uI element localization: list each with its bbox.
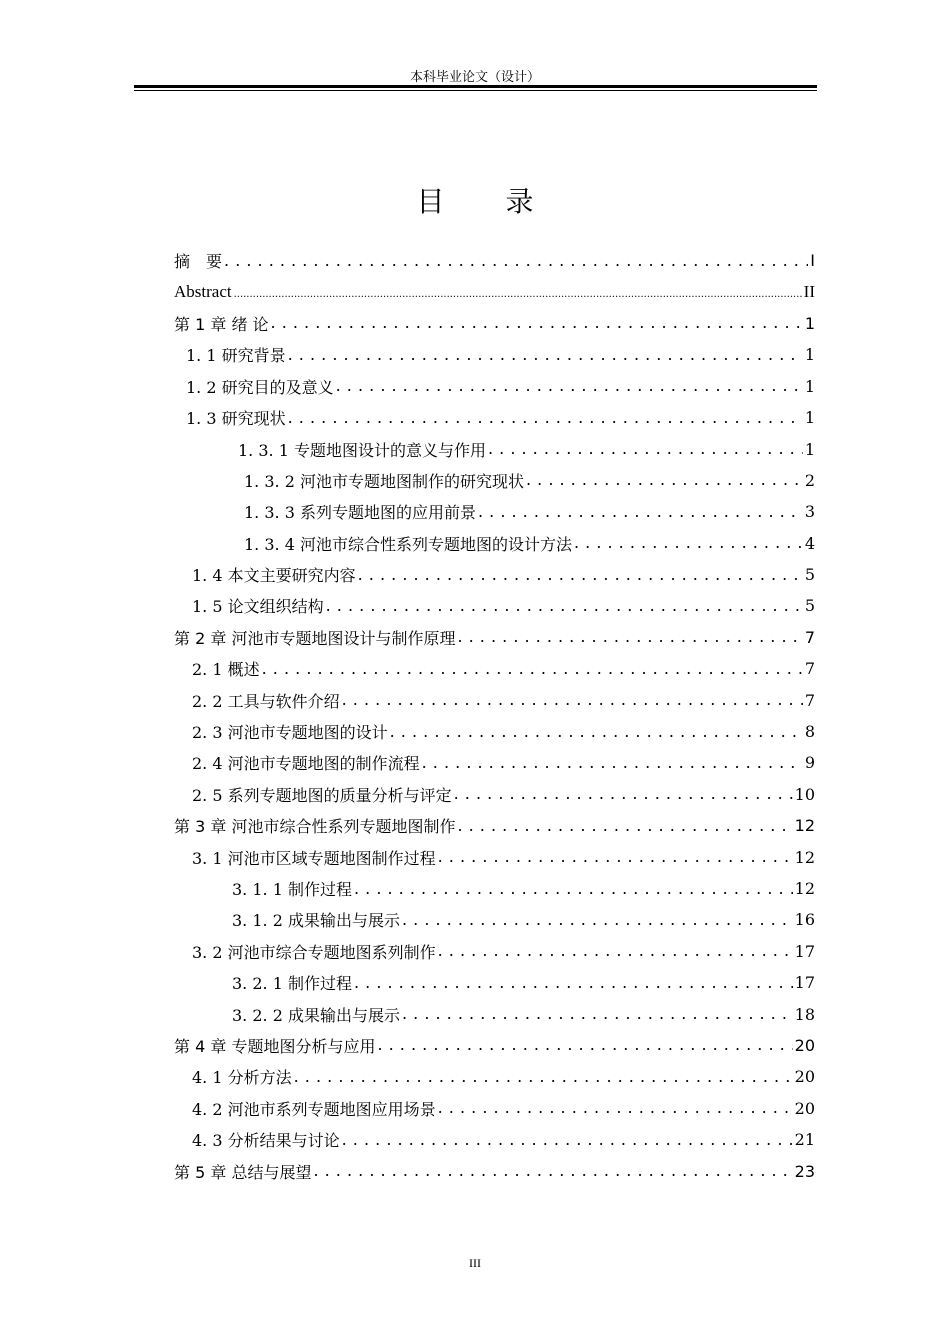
toc-entry-page: II bbox=[803, 282, 815, 302]
toc-chapter-entry[interactable] bbox=[174, 810, 815, 841]
toc-entry[interactable] bbox=[174, 339, 815, 370]
toc-entry-label: 第 2 章 河池市专题地图设计与制作原理 bbox=[174, 628, 456, 648]
toc-entry[interactable] bbox=[174, 873, 815, 904]
toc-entry[interactable] bbox=[174, 276, 815, 307]
toc-entry[interactable] bbox=[174, 1124, 815, 1155]
dot-leader bbox=[574, 535, 803, 551]
dot-leader bbox=[377, 1037, 792, 1053]
toc-entry[interactable] bbox=[174, 590, 815, 621]
toc-entry-page: 20 bbox=[794, 1098, 815, 1118]
dot-leader bbox=[526, 472, 803, 488]
toc-entry-label: 1. 4 本文主要研究内容 bbox=[192, 566, 356, 586]
toc-entry-page: 7 bbox=[804, 690, 815, 710]
header-rule-thick bbox=[134, 85, 817, 88]
toc-entry-page: 12 bbox=[794, 847, 815, 867]
toc-entry[interactable] bbox=[174, 653, 815, 684]
toc-entry[interactable] bbox=[174, 1093, 815, 1124]
toc-entry-page: 12 bbox=[794, 879, 815, 898]
toc-entry-page: 16 bbox=[794, 910, 815, 930]
page-number: III bbox=[469, 1256, 481, 1270]
toc-entry[interactable] bbox=[174, 496, 815, 527]
toc-chapter-entry[interactable] bbox=[174, 308, 815, 339]
toc-entry-label: 3. 2 河池市综合专题地图系列制作 bbox=[192, 942, 436, 962]
toc-entry[interactable] bbox=[174, 465, 815, 496]
toc-chapter-entry[interactable] bbox=[174, 1030, 815, 1061]
toc-entry-label: 3. 2. 1 制作过程 bbox=[232, 974, 352, 994]
toc-chapter-entry[interactable] bbox=[174, 622, 815, 653]
toc-entry-label: 1. 2 研究目的及意义 bbox=[186, 377, 334, 397]
toc-entry-label: 1. 3. 4 河池市综合性系列专题地图的设计方法 bbox=[244, 534, 572, 554]
dot-leader bbox=[478, 504, 803, 520]
toc-entry-label: 1. 3. 3 系列专题地图的应用前景 bbox=[244, 503, 476, 523]
toc-entry[interactable] bbox=[174, 967, 815, 998]
dot-leader bbox=[354, 881, 793, 897]
toc-entry-page: 7 bbox=[804, 659, 815, 679]
toc-entry[interactable] bbox=[174, 841, 815, 872]
header-rule-thin bbox=[134, 90, 817, 91]
toc-entry[interactable] bbox=[174, 402, 815, 433]
dot-leader bbox=[390, 724, 803, 740]
toc-entry[interactable] bbox=[174, 716, 815, 747]
toc-entry-label: 第 4 章 专题地图分析与应用 bbox=[174, 1036, 376, 1056]
dot-leader bbox=[262, 661, 803, 677]
toc-entry-page: 23 bbox=[794, 1161, 815, 1181]
dot-leader bbox=[422, 755, 803, 771]
dot-leader bbox=[326, 598, 803, 614]
toc-entry[interactable] bbox=[174, 904, 815, 935]
dot-leader bbox=[342, 692, 803, 708]
toc-entry-page: 1 bbox=[804, 313, 815, 333]
toc-entry-page: 1 bbox=[804, 376, 815, 396]
toc-entry-page: 5 bbox=[804, 596, 815, 616]
dot-leader bbox=[288, 347, 803, 363]
dot-leader bbox=[288, 410, 803, 426]
dot-leader bbox=[336, 378, 803, 394]
toc-entry-label: 2. 3 河池市专题地图的设计 bbox=[192, 723, 388, 743]
toc-entry-page: 1 bbox=[804, 408, 815, 428]
toc-entry-page: 21 bbox=[794, 1130, 815, 1150]
toc-entry-label: 第 1 章 绪 论 bbox=[174, 314, 269, 334]
toc-entry[interactable] bbox=[174, 779, 815, 810]
toc-entry[interactable] bbox=[174, 528, 815, 559]
dot-leader bbox=[457, 629, 802, 645]
toc-entry-page: 7 bbox=[804, 627, 815, 647]
toc-entry-label: 4. 1 分析方法 bbox=[192, 1068, 292, 1088]
dot-leader bbox=[438, 943, 793, 959]
toc-entry[interactable] bbox=[174, 936, 815, 967]
dot-leader bbox=[271, 315, 803, 331]
dot-leader bbox=[457, 818, 792, 834]
table-of-contents bbox=[174, 245, 815, 1187]
toc-entry-label: 第 3 章 河池市综合性系列专题地图制作 bbox=[174, 817, 456, 837]
toc-entry-page: 20 bbox=[794, 1067, 815, 1087]
toc-entry-page: 2 bbox=[804, 470, 815, 490]
toc-entry-label: 3. 2. 2 成果输出与展示 bbox=[232, 1005, 400, 1025]
toc-entry-page: 20 bbox=[794, 1035, 815, 1055]
toc-entry-page: 9 bbox=[804, 753, 815, 773]
toc-entry[interactable] bbox=[174, 1061, 815, 1092]
toc-entry-label: 3. 1. 1 制作过程 bbox=[232, 880, 352, 899]
dot-leader bbox=[402, 1006, 793, 1022]
toc-entry-label: 3. 1 河池市区域专题地图制作过程 bbox=[192, 848, 436, 868]
running-header: 本科毕业论文（设计） bbox=[409, 70, 540, 85]
toc-entry-label: 1. 3. 2 河池市专题地图制作的研究现状 bbox=[244, 471, 524, 491]
toc-entry-page: I bbox=[810, 251, 815, 271]
toc-entry-label: 1. 1 研究背景 bbox=[186, 346, 286, 366]
toc-entry[interactable] bbox=[174, 998, 815, 1029]
toc-entry[interactable] bbox=[174, 684, 815, 715]
toc-entry-label: 摘 要 bbox=[174, 252, 223, 272]
toc-entry-label: 2. 5 系列专题地图的质量分析与评定 bbox=[192, 785, 452, 805]
toc-chapter-entry[interactable] bbox=[174, 1155, 815, 1186]
toc-entry-page: 17 bbox=[794, 973, 815, 993]
toc-entry-page: 1 bbox=[804, 345, 815, 365]
toc-entry-label: 第 5 章 总结与展望 bbox=[174, 1162, 312, 1182]
dot-leader bbox=[402, 912, 793, 928]
dot-leader bbox=[454, 786, 793, 802]
toc-entry-page: 12 bbox=[794, 816, 815, 836]
dot-leader bbox=[354, 975, 793, 991]
toc-entry-label: 2. 2 工具与软件介绍 bbox=[192, 691, 340, 711]
dot-leader bbox=[342, 1132, 793, 1148]
dot-leader bbox=[294, 1069, 793, 1085]
toc-entry-page: 1 bbox=[804, 439, 815, 459]
toc-entry-page: 18 bbox=[794, 1004, 815, 1024]
dot-leader bbox=[313, 1163, 792, 1179]
toc-entry-page: 8 bbox=[804, 722, 815, 742]
toc-entry-label: 1. 3. 1 专题地图设计的意义与作用 bbox=[238, 440, 486, 460]
dot-leader bbox=[234, 284, 802, 300]
dot-leader bbox=[488, 441, 803, 457]
dot-leader bbox=[358, 567, 803, 583]
toc-entry-label: 1. 3 研究现状 bbox=[186, 409, 286, 429]
toc-entry-page: 17 bbox=[794, 941, 815, 961]
toc-entry-label: 1. 5 论文组织结构 bbox=[192, 597, 324, 617]
dot-leader bbox=[438, 1100, 793, 1116]
toc-chapter-entry[interactable] bbox=[174, 245, 815, 276]
toc-entry-page: 10 bbox=[794, 784, 815, 804]
toc-title: 目 录 bbox=[416, 185, 560, 218]
toc-entry-label: 4. 3 分析结果与讨论 bbox=[192, 1131, 340, 1151]
toc-entry[interactable] bbox=[174, 433, 815, 464]
toc-entry-label: 3. 1. 2 成果输出与展示 bbox=[232, 911, 400, 931]
toc-entry-label: Abstract bbox=[174, 282, 232, 302]
toc-entry[interactable] bbox=[174, 559, 815, 590]
toc-entry-label: 2. 1 概述 bbox=[192, 660, 260, 680]
dot-leader bbox=[224, 253, 808, 269]
dot-leader bbox=[438, 849, 793, 865]
toc-entry-page: 3 bbox=[804, 502, 815, 522]
toc-entry[interactable] bbox=[174, 371, 815, 402]
toc-entry-label: 4. 2 河池市系列专题地图应用场景 bbox=[192, 1099, 436, 1119]
toc-entry-page: 5 bbox=[804, 565, 815, 585]
toc-entry-label: 2. 4 河池市专题地图的制作流程 bbox=[192, 754, 420, 774]
toc-entry-page: 4 bbox=[804, 533, 815, 553]
toc-entry[interactable] bbox=[174, 747, 815, 778]
